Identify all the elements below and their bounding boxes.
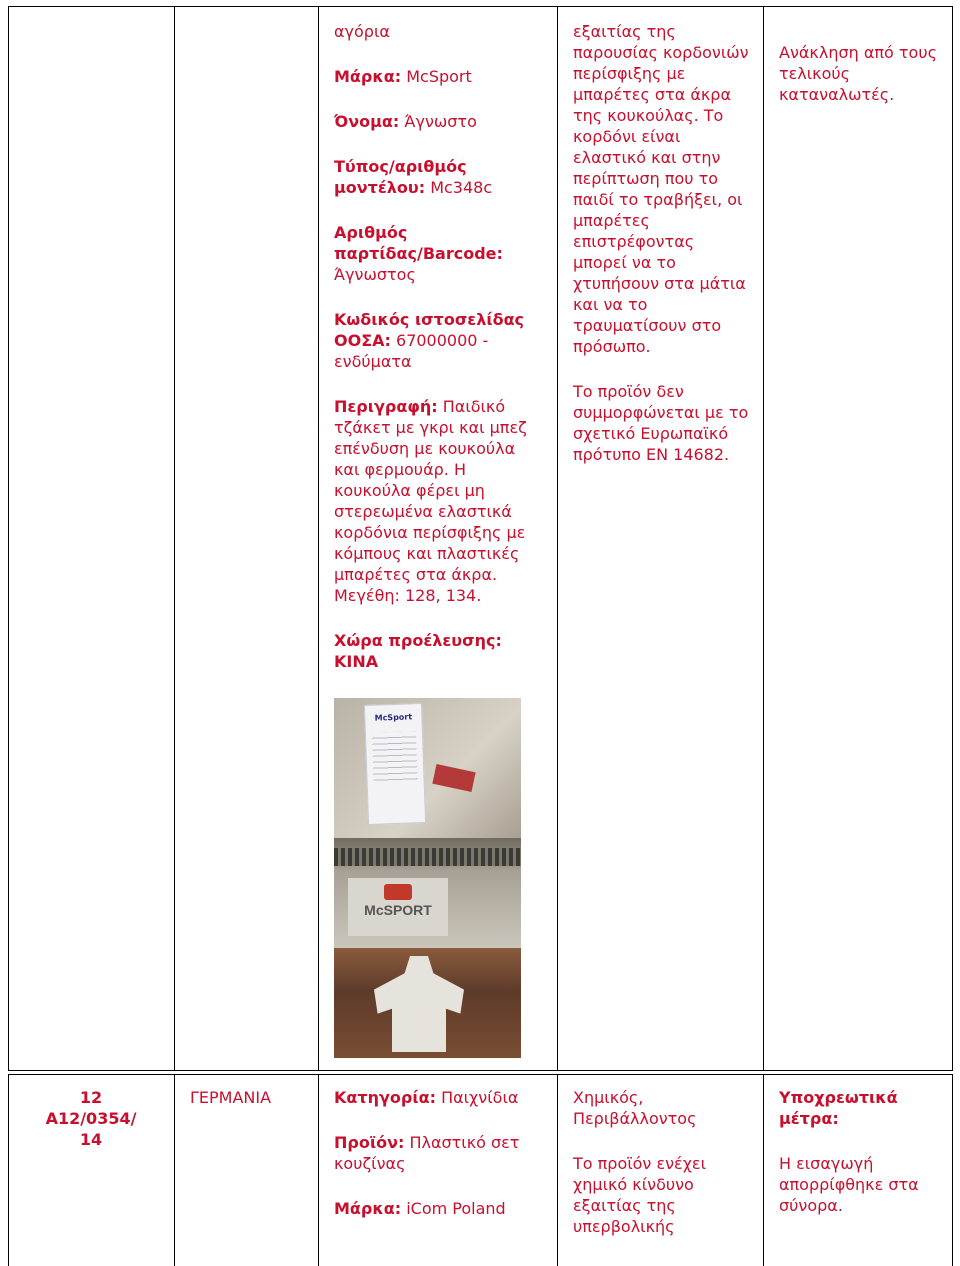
table-rule — [8, 1074, 953, 1075]
table-rule — [763, 1074, 764, 1266]
standard-compliance: Το προϊόν δεν συμμορφώνεται με το σχετικό Ευρωπαϊκό πρότυπο ΕΝ 14682. — [573, 382, 749, 464]
product-line — [334, 1132, 544, 1174]
entry-number-value: 12 — [79, 1088, 103, 1107]
description-label: Περιγραφή: — [334, 397, 438, 416]
zipper-band — [334, 848, 521, 866]
description-value: Παιδικό τζάκετ με γκρι και μπεζ επένδυση με κουκούλα και φερμουάρ. Η κουκούλα φέρει μη στερεωμένα ελαστικά κορδόνια περίσφιξης με κόμπους και πλαστικές μπαρέτες στα άκρα. Μεγέθη: 128, 134. — [334, 397, 527, 605]
table-rule — [557, 6, 558, 1070]
oecd-line — [334, 309, 544, 372]
model-value: Mc348c — [430, 178, 493, 197]
model-label: Τύπος/αριθμός μοντέλου: — [334, 157, 467, 197]
product-label: Προϊόν: — [334, 1133, 405, 1152]
risk-type: Χημικός, Περιβάλλοντος — [573, 1088, 697, 1128]
brand-label-2: Μάρκα: — [334, 1199, 402, 1218]
measures-cell — [779, 42, 939, 105]
brand-value-2: iCom Poland — [406, 1199, 506, 1218]
table-rule — [952, 6, 953, 1070]
name-label: Όνομα: — [334, 112, 400, 131]
table-rule — [318, 6, 319, 1070]
country-cell — [190, 1087, 310, 1108]
entry-number-cell — [16, 1087, 166, 1150]
table-rule — [557, 1074, 558, 1266]
table-rule — [318, 1074, 319, 1266]
origin-label: Χώρα προέλευσης: — [334, 631, 502, 650]
model-line — [334, 156, 544, 198]
table-rule — [8, 6, 953, 7]
recall-text: Ανάκληση από τους τελικούς καταναλωτές. — [779, 43, 937, 104]
table-rule — [174, 1074, 175, 1266]
oecd-value: 67000000 - ενδύματα — [334, 331, 489, 371]
batch-value: Άγνωστος — [334, 265, 416, 284]
label-tag-lines — [372, 731, 418, 783]
product-photo — [334, 698, 521, 1058]
country-name: ΓΕΡΜΑΝΙΑ — [190, 1088, 272, 1107]
origin-value: ΚΙΝΑ — [334, 652, 379, 671]
measures-label-text: Υποχρεωτικά μέτρα: — [779, 1088, 898, 1128]
brand-value: McSport — [406, 67, 472, 86]
category-label: Κατηγορία: — [334, 1088, 436, 1107]
risk-text: Το προϊόν ενέχει χημικό κίνδυνο εξαιτίας της υπερβολικής — [573, 1154, 706, 1236]
logo-text: McSPORT — [364, 902, 432, 918]
product-details-cell-2 — [334, 1087, 544, 1219]
photo-jacket — [334, 948, 521, 1058]
product-value: Πλαστικό σετ κουζίνας — [334, 1133, 520, 1173]
measures-label — [779, 1087, 944, 1129]
category-line — [334, 1087, 544, 1108]
category-value: Παιχνίδια — [441, 1088, 519, 1107]
brand-label: Μάρκα: — [334, 67, 402, 86]
risk-description-cell — [573, 21, 753, 465]
table-rule — [8, 1074, 9, 1266]
brand-line-2 — [334, 1198, 544, 1219]
jacket-shape — [374, 956, 464, 1052]
measures-text: Η εισαγωγή απορρίφθηκε στα σύνορα. — [779, 1154, 919, 1215]
brand-line — [334, 66, 544, 87]
logo-emblem — [384, 884, 412, 900]
table-rule — [952, 1074, 953, 1266]
red-fabric — [432, 764, 475, 792]
entry-ref — [36, 1108, 146, 1150]
name-value: Άγνωστο — [404, 112, 477, 131]
label-tag-brand: McSport — [374, 712, 413, 723]
name-line — [334, 111, 544, 132]
description-line — [334, 396, 544, 606]
measures-cell-2 — [779, 1087, 944, 1216]
origin-line — [334, 630, 544, 672]
table-rule — [763, 6, 764, 1070]
photo-label-tag — [334, 698, 521, 838]
logo-patch — [348, 878, 448, 936]
table-rule — [8, 1070, 953, 1071]
risk-explanation: εξαιτίας της παρουσίας κορδονιών περίσφιξης με μπαρέτες στα άκρα της κουκούλας. Το κορδόνι είναι ελαστικό και στην περίπτωση που το παιδί το τραβήξει, οι μπαρέτες επιστρέφοντας μπορεί να το χτυπήσουν στα μάτια και να το τραυματίσουν στο πρόσωπο. — [573, 22, 749, 356]
oecd-label: Κωδικός ιστοσελίδας ΟΟΣΑ: — [334, 310, 525, 350]
batch-label: Αριθμός παρτίδας/Barcode: — [334, 223, 503, 263]
batch-line — [334, 222, 544, 285]
risk-cell-2 — [573, 1087, 753, 1237]
gender-text: αγόρια — [334, 22, 390, 41]
table-rule — [174, 6, 175, 1070]
entry-ref-value: A12/0354/ 14 — [45, 1109, 137, 1149]
photo-logo — [334, 838, 521, 948]
entry-number — [16, 1087, 166, 1108]
product-details-cell — [334, 21, 544, 672]
label-tag — [364, 703, 426, 825]
table-rule — [8, 6, 9, 1070]
